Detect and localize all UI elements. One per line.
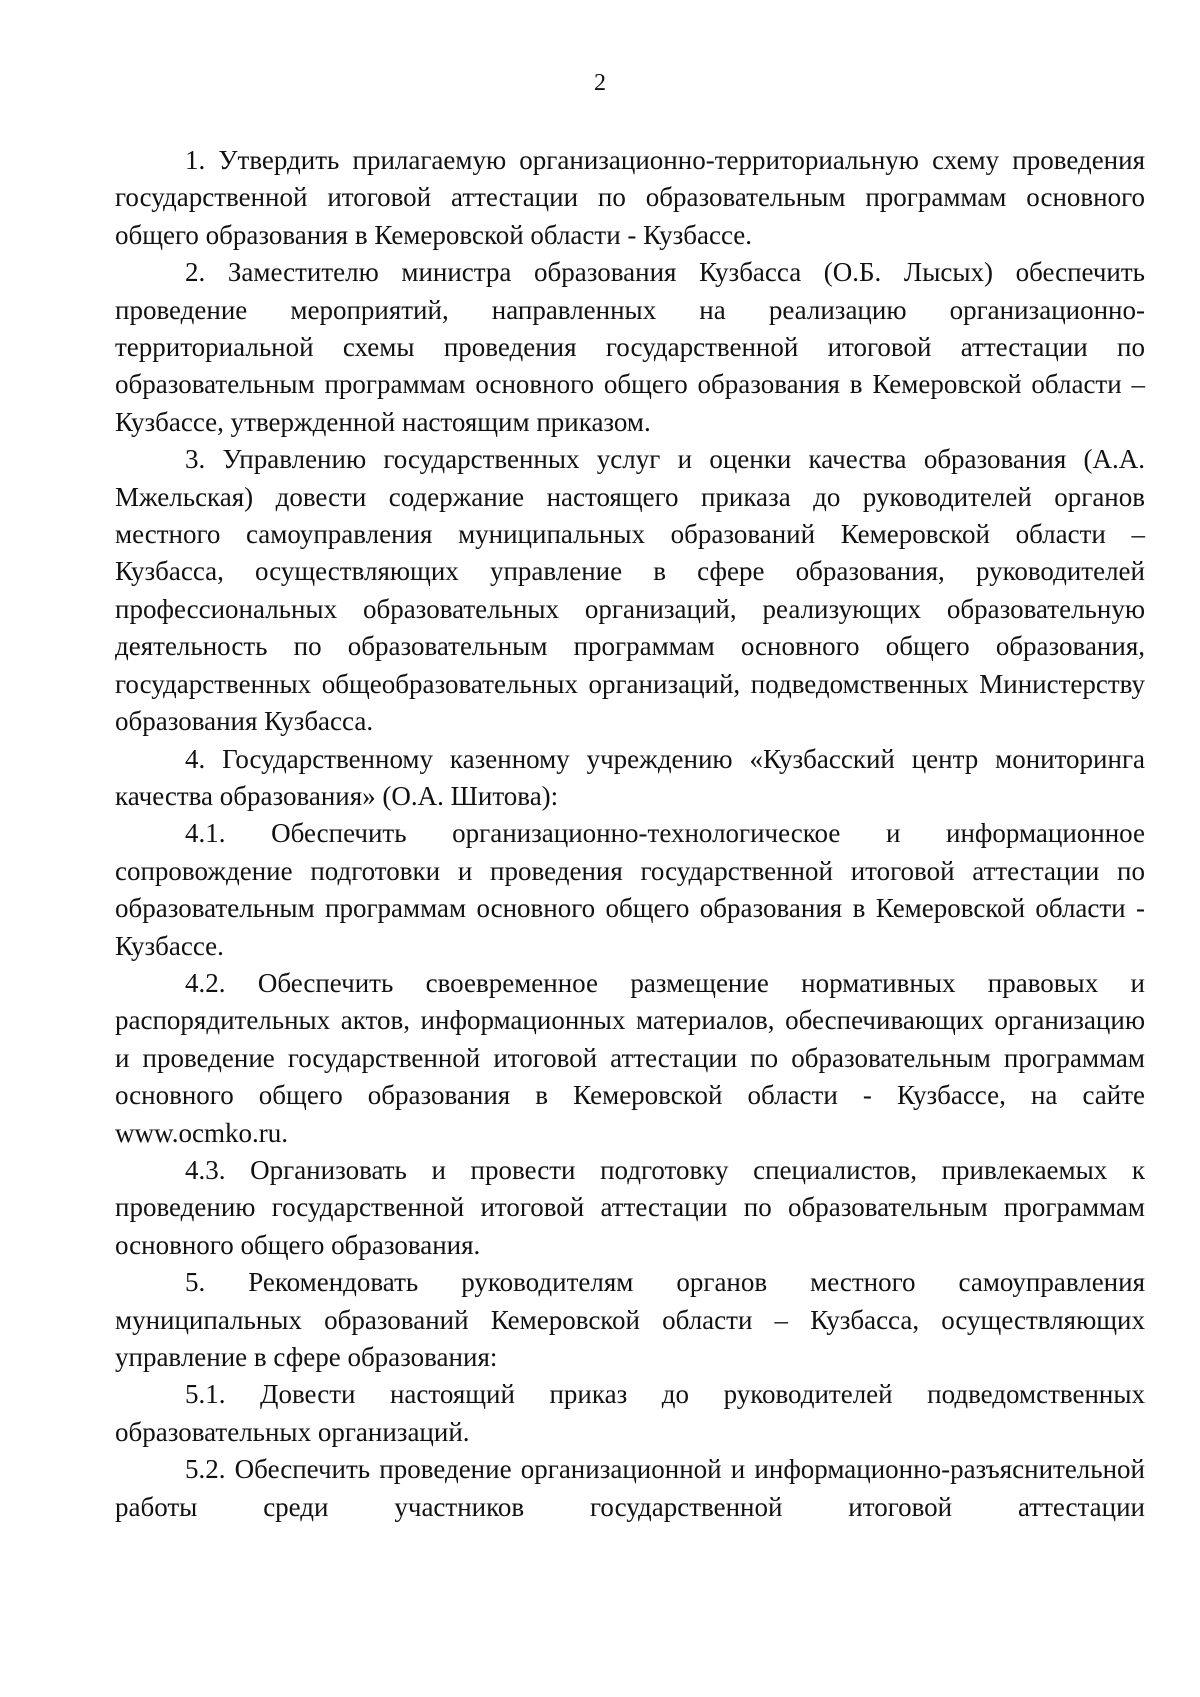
paragraph-2: 2. Заместителю министра образования Кузбасса (О.Б. Лысых) обеспечить проведение мероприятий, направленных на реализацию организационно-территориальной схемы проведения государственной итоговой аттестации по образовательным программам основного общего образования в Кемеровской области – Кузбассе, утвержденной настоящим приказом. xyxy=(115,257,1145,437)
paragraph-5-1: 5.1. Довести настоящий приказ до руководителей подведомственных образовательных организаций. xyxy=(115,1379,1145,1447)
paragraph-4-1: 4.1. Обеспечить организационно-технологическое и информационное сопровождение подготовки и проведения государственной итоговой аттестации по образовательным программам основного общего образования в Кемеровской области - Кузбассе. xyxy=(115,818,1145,961)
paragraph-4: 4. Государственному казенному учреждению «Кузбасский центр мониторинга качества образования» (О.А. Шитова): xyxy=(115,743,1145,811)
paragraph-4-2: 4.2. Обеспечить своевременное размещение нормативных правовых и распорядительных актов, информационных материалов, обеспечивающих организацию и проведение государственной итоговой аттестации по образовательным программам основного общего образования в Кемеровской области - Кузбассе, на сайте www.ocmko.ru. xyxy=(115,967,1145,1148)
paragraph-3: 3. Управлению государственных услуг и оценки качества образования (А.А. Мжельская) довести содержание настоящего приказа до руководителей органов местного самоуправления муниципальных образований Кемеровской области – Кузбасса, осуществляющих управление в сфере образования, руководителей профессиональных образовательных организаций, реализующих образовательную деятельность по образовательным программам основного общего образования, государственных общеобразовательных организаций, подведомственных Министерству образования Кузбасса. xyxy=(115,444,1145,737)
paragraph-1: 1. Утвердить прилагаемую организационно-территориальную схему проведения государственной итоговой аттестации по образовательным программам основного общего образования в Кемеровской области - Кузбассе. xyxy=(115,145,1145,250)
paragraph-5-2: 5.2. Обеспечить проведение организационной и информационно-разъяснительной работы среди участников государственной итоговой аттестации xyxy=(115,1454,1145,1522)
paragraph-4-3: 4.3. Организовать и провести подготовку специалистов, привлекаемых к проведению государственной итоговой аттестации по образовательным программам основного общего образования. xyxy=(115,1154,1145,1260)
paragraph-5: 5. Рекомендовать руководителям органов местного самоуправления муниципальных образований Кемеровской области – Кузбасса, осуществляющих управление в сфере образования: xyxy=(115,1267,1145,1372)
page-number: 2 xyxy=(594,70,606,96)
document-body xyxy=(115,142,1145,1526)
